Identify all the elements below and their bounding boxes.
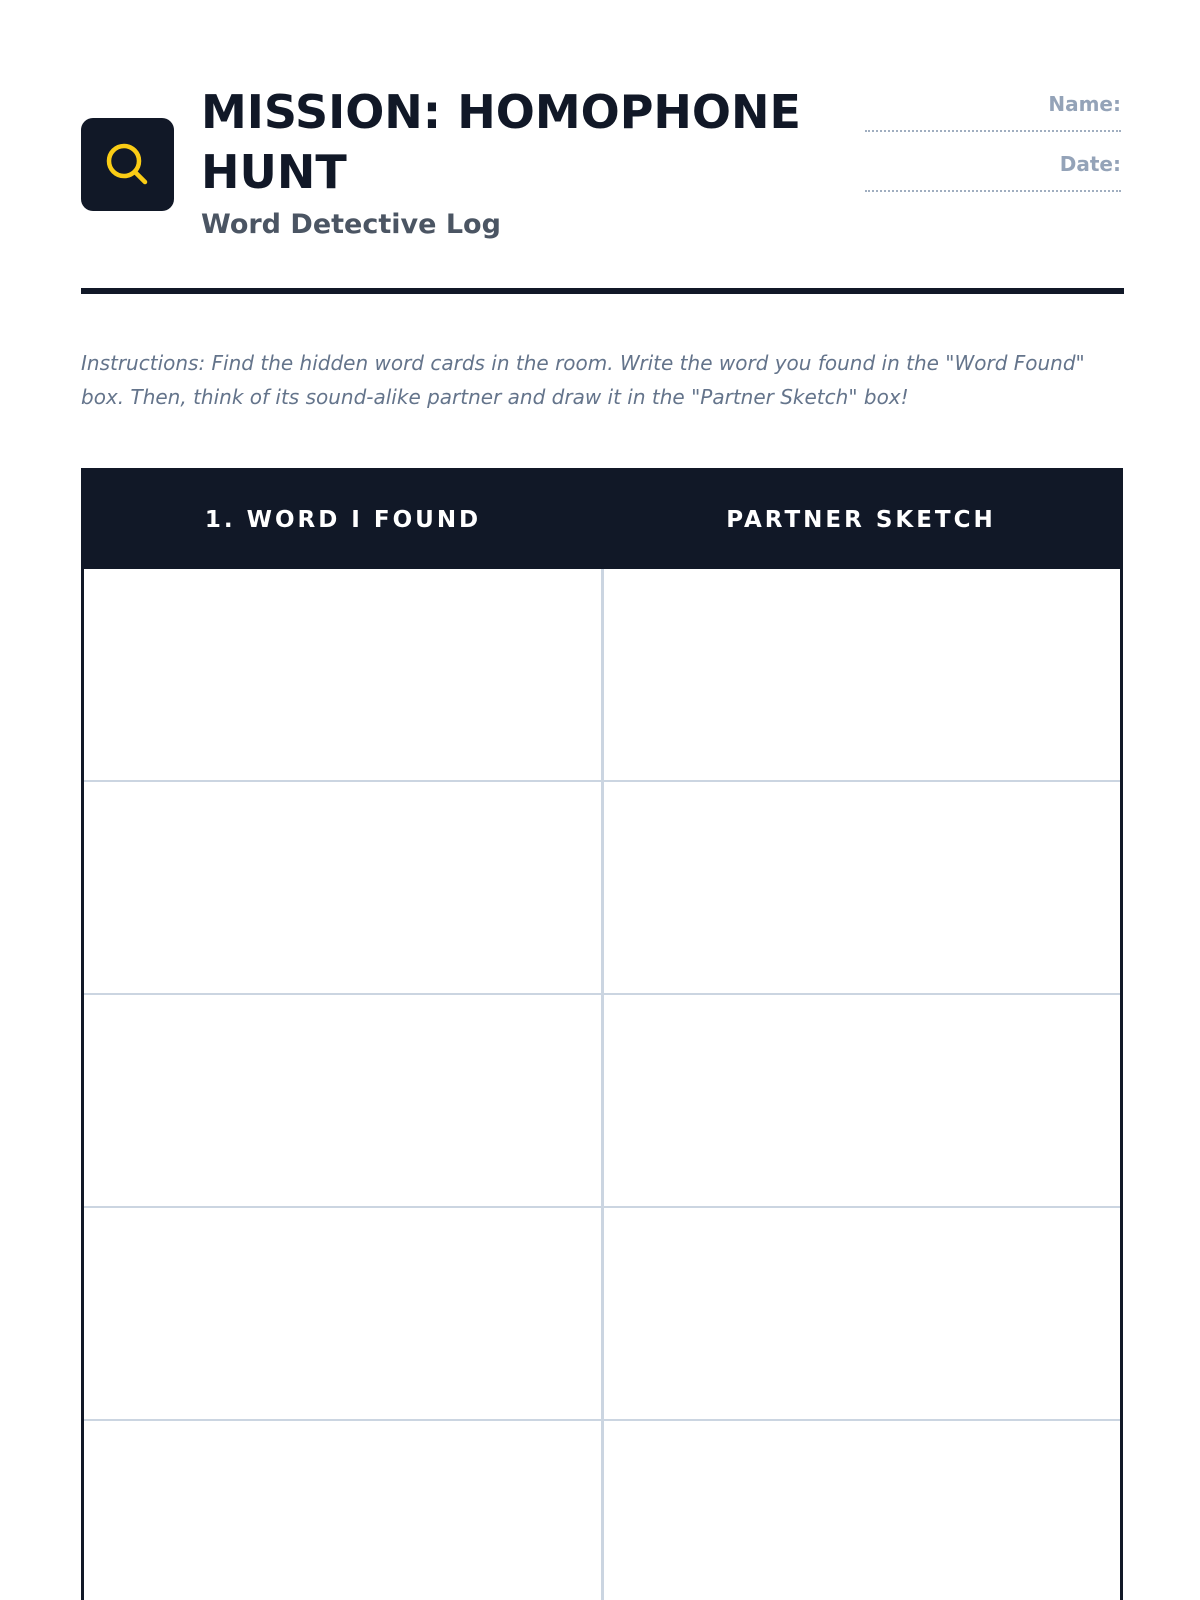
table-row <box>84 569 1120 782</box>
partner-sketch-cell[interactable] <box>601 782 1121 993</box>
log-table <box>81 468 1123 1600</box>
word-found-cell[interactable] <box>84 995 601 1206</box>
header-divider <box>81 288 1124 294</box>
table-row <box>84 782 1120 995</box>
magnifying-glass-icon <box>104 141 152 189</box>
worksheet-page <box>81 0 1121 1600</box>
title-block <box>201 82 861 243</box>
partner-sketch-cell[interactable] <box>601 1208 1121 1419</box>
word-found-cell[interactable] <box>84 1421 601 1600</box>
column-header-partner-sketch: PARTNER SKETCH <box>726 507 996 533</box>
table-body <box>84 569 1120 1600</box>
table-row <box>84 1208 1120 1421</box>
word-found-cell[interactable] <box>84 1208 601 1419</box>
date-field[interactable] <box>865 190 1121 192</box>
table-row <box>84 1421 1120 1600</box>
table-header <box>84 471 1120 569</box>
name-label: Name: <box>1048 92 1121 116</box>
logo <box>81 118 174 211</box>
word-found-cell[interactable] <box>84 782 601 993</box>
partner-sketch-cell[interactable] <box>601 569 1121 780</box>
partner-sketch-cell[interactable] <box>601 995 1121 1206</box>
column-header-word-found: 1. WORD I FOUND <box>204 507 482 533</box>
page-title <box>201 82 861 202</box>
page-subtitle: Word Detective Log <box>201 209 501 240</box>
table-row <box>84 995 1120 1208</box>
instructions-text: Instructions: Find the hidden word cards in the room. Write the word you found in the "Word Found" box. Then, think of its sound-alike partner and draw it in the "Partner Sketch" box! <box>81 351 1085 409</box>
title-line-1: MISSION: HOMOPHONE <box>201 85 801 139</box>
student-info <box>861 92 1121 212</box>
word-found-cell[interactable] <box>84 569 601 780</box>
name-field[interactable] <box>865 130 1121 132</box>
title-line-2: HUNT <box>201 145 347 199</box>
date-label: Date: <box>1059 152 1121 176</box>
worksheet-header <box>81 82 1121 252</box>
partner-sketch-cell[interactable] <box>601 1421 1121 1600</box>
